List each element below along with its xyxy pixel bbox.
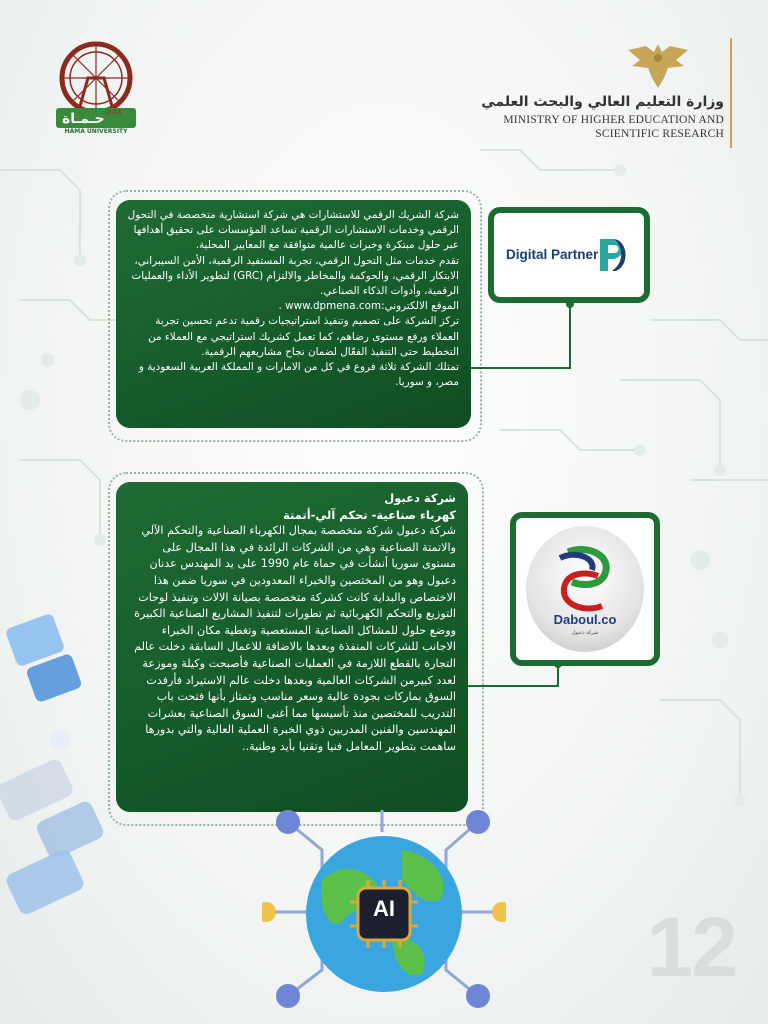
university-name: HAMA UNIVERSITY: [64, 128, 128, 135]
company2-title: شركة دعبول: [384, 491, 456, 505]
svg-text:حـمـاة: حـمـاة: [62, 111, 105, 127]
ai-chip-label: AI: [373, 896, 395, 921]
header-divider: [730, 38, 732, 148]
daboul-logo-frame: [510, 512, 660, 666]
company1-paragraph: شركة الشريك الرقمي للاستشارات هي شركة استشارية متخصصة في التحول الرقمي وخدمات الاستشارات الرقمية تساعد المؤسسات على تحقيق أهدافها عبر حلول مبتكرة وخبرات عالمية متوافقة مع المعايير المحلية.: [127, 209, 459, 252]
ministry-name-english-line2: SCIENTIFIC RESEARCH: [595, 128, 724, 140]
ministry-name-english-line1: MINISTRY OF HIGHER EDUCATION AND: [503, 114, 724, 126]
daboul-card: [116, 482, 468, 812]
company1-paragraph: تقدم خدمات مثل التحول الرقمي، تجربة المستفيد الرقمية، الأمن السيبراني، الابتكار الرقمي، والحوكمة والمخاطر والالتزام (GRC) لتطوير الأداء والعمليات الرقمية، وأدوات الذكاء الصناعي.: [131, 254, 459, 298]
ministry-header: [464, 38, 724, 148]
ministry-name-arabic: وزارة التعليم العالي والبحث العلمي: [481, 94, 724, 110]
connector-line: [468, 662, 568, 698]
svg-text:2014: 2014: [106, 109, 122, 116]
digital-partner-logo-text: Digital Partner: [506, 247, 599, 262]
daboul-logo-subtext: شركة دعبول: [571, 630, 599, 636]
company1-paragraph: تمتلك الشركة ثلاثة فروع في كل من الامارات و المملكة العربية السعودية و مصر، و سوريا.: [138, 361, 459, 389]
company1-website: الموقع الالكتروني:www.dpmena.com .: [278, 300, 459, 313]
connector-line: [470, 300, 580, 380]
digital-partner-card: [116, 200, 471, 428]
decorative-blocks-graphic: [0, 600, 120, 930]
daboul-logo-text: Daboul.co: [553, 612, 617, 627]
company2-subtitle: كهرباء صناعية- تحكم آلي-أتمتة: [283, 507, 456, 522]
hama-university-logo: [48, 38, 144, 142]
eagle-emblem-icon: [626, 38, 690, 90]
daboul-swoosh-icon: [548, 546, 622, 612]
digital-partner-logo-frame: [488, 207, 650, 303]
company1-paragraph: تركز الشركة على تصميم وتنفيذ استراتيجيات رقمية تدعم تحسين تجربة العملاء ورفع مستوى رضاهم، كما تعمل كشريك استراتيجي مع العملاء من التخطيط حتى التنفيذ الفعّال لضمان نجاح مشاريعهم الرقمية.: [148, 315, 459, 358]
company2-body: شركة دعبول شركة متخصصة بمجال الكهرباء الصناعية والتحكم الآلي والاتمتة الصناعية وهي من الشركات الرائدة في هذا المجال على مستوى سوريا أنشأت في حماة عام 1990 على يد المهندس عدنان دعبول وهو من المختصين والخبراء المعدودين في سوريا ضمن هذا الاختصاص والبداية كانت كشركة متخصصة بصيانة الالات وتنفيذ لوحات التوزيع والتحكم الكهربائية ثم تطورات لتنفيذ المشاريع الصناعية الكبيرة ووضع حلول للمشاكل الصناعية المستعصية وتغطية مكان الخبراء الاجانب للشركات المنفذة وبعدها بالاضافة للاعمال السابقة دخلت عالم التجارة بالقطع اللازمة في العمليات الصناعية فأصبحت وكيلة وموزعة لعدد كبيرمن الشركات العالمية وبعدها دخلت عالم الاستيراد فأرفدت السوق بماركات بجودة عالية وسعر مناسب وتمتاز بأنها فتحت باب التدريب للمختصين منذ تأسيسها مما أغنى السوق الصناعية بعشرات المهندسين والفنين المدربين ذوي الخبرة العملية العالية والتي بدورها ساهمت بتطوير المعامل فنيا وتقنيا بأيد وطنية..: [134, 524, 456, 753]
digital-partner-mark-icon: [598, 237, 630, 273]
daboul-logo-disc: [526, 526, 644, 652]
page-number: 12: [646, 900, 736, 994]
